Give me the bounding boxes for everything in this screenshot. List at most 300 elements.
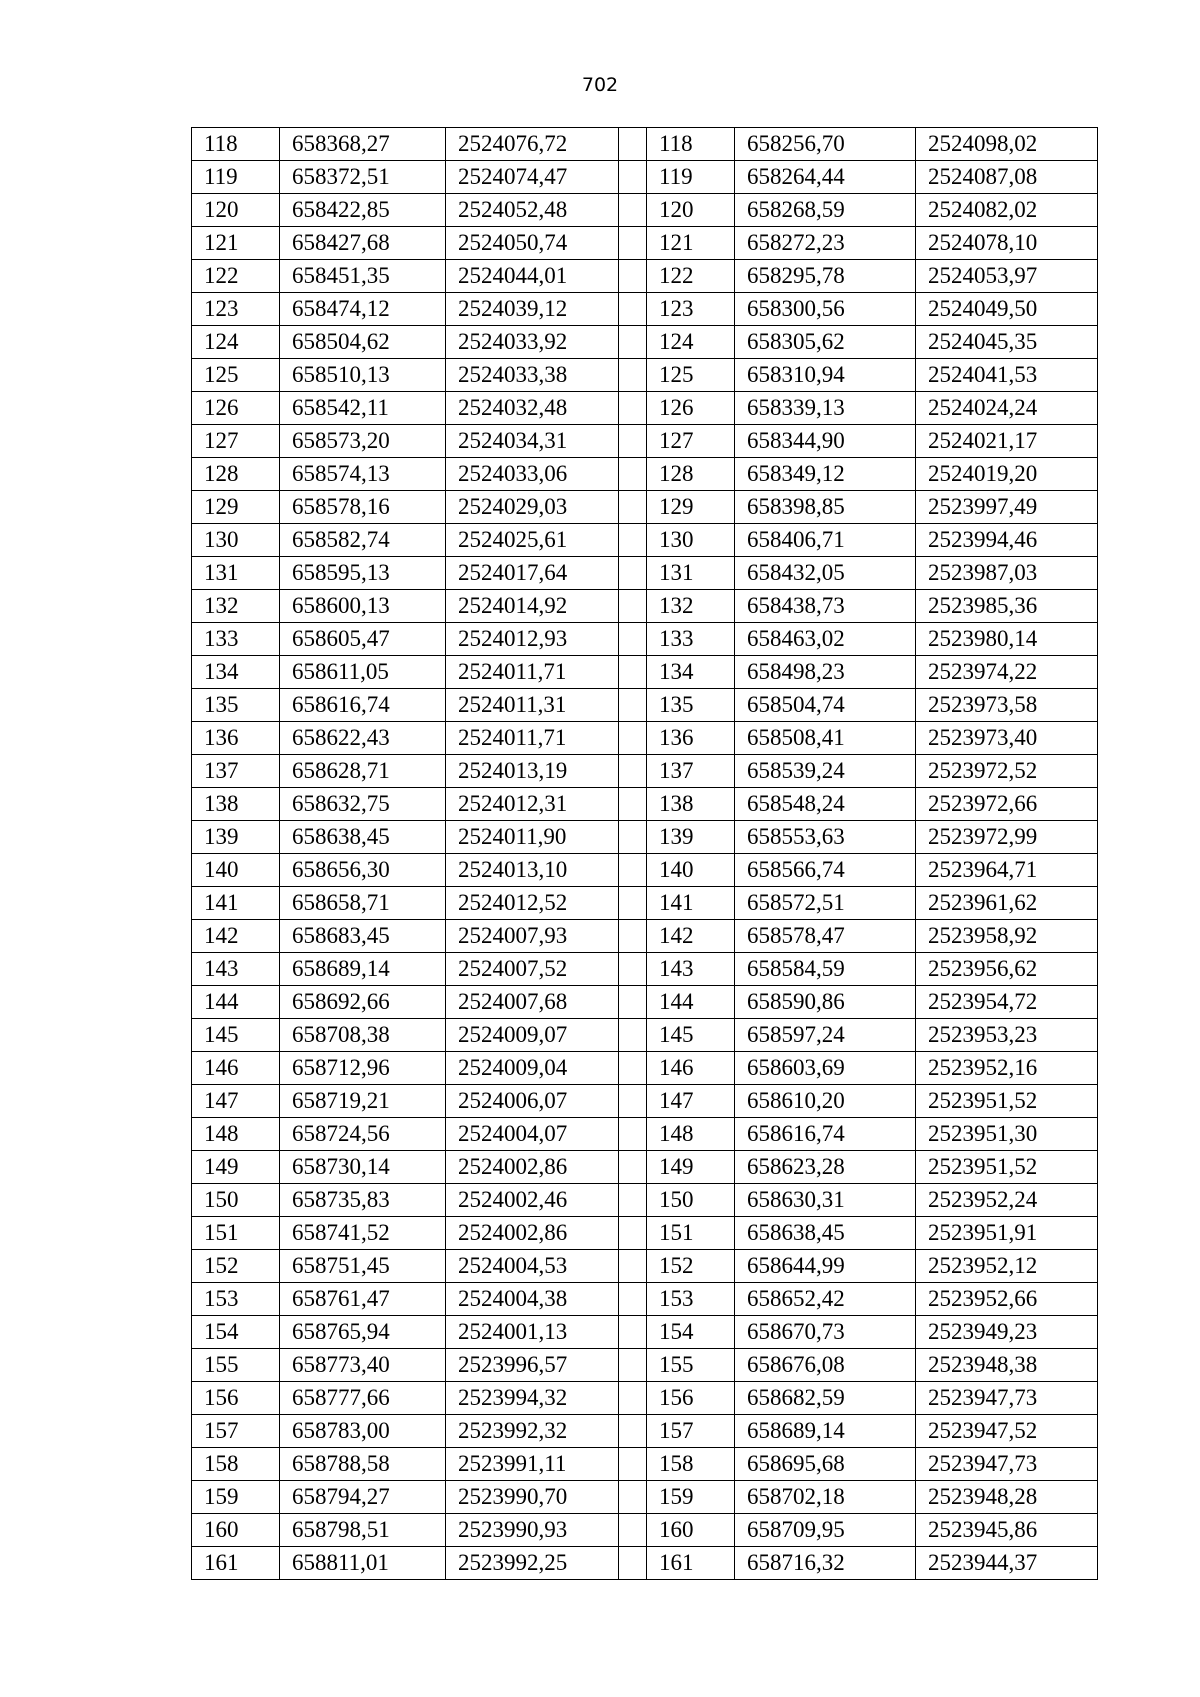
y-coordinate-left: 2524012,93 bbox=[446, 623, 619, 656]
y-coordinate-left: 2523992,32 bbox=[446, 1415, 619, 1448]
x-coordinate-right: 658539,24 bbox=[735, 755, 916, 788]
point-number-right: 157 bbox=[647, 1415, 735, 1448]
point-number-left: 141 bbox=[192, 887, 280, 920]
y-coordinate-right: 2523952,12 bbox=[916, 1250, 1098, 1283]
x-coordinate-left: 658368,27 bbox=[280, 128, 446, 161]
table-row bbox=[192, 1481, 1098, 1514]
x-coordinate-right: 658616,74 bbox=[735, 1118, 916, 1151]
column-separator bbox=[619, 920, 647, 953]
column-separator bbox=[619, 491, 647, 524]
x-coordinate-right: 658630,31 bbox=[735, 1184, 916, 1217]
x-coordinate-left: 658777,66 bbox=[280, 1382, 446, 1415]
x-coordinate-left: 658474,12 bbox=[280, 293, 446, 326]
point-number-left: 135 bbox=[192, 689, 280, 722]
y-coordinate-right: 2523952,66 bbox=[916, 1283, 1098, 1316]
point-number-right: 138 bbox=[647, 788, 735, 821]
y-coordinate-left: 2523994,32 bbox=[446, 1382, 619, 1415]
y-coordinate-left: 2524001,13 bbox=[446, 1316, 619, 1349]
x-coordinate-right: 658702,18 bbox=[735, 1481, 916, 1514]
point-number-right: 151 bbox=[647, 1217, 735, 1250]
column-separator bbox=[619, 227, 647, 260]
x-coordinate-right: 658603,69 bbox=[735, 1052, 916, 1085]
y-coordinate-right: 2523997,49 bbox=[916, 491, 1098, 524]
y-coordinate-right: 2523947,73 bbox=[916, 1448, 1098, 1481]
x-coordinate-right: 658652,42 bbox=[735, 1283, 916, 1316]
y-coordinate-right: 2523945,86 bbox=[916, 1514, 1098, 1547]
x-coordinate-right: 658295,78 bbox=[735, 260, 916, 293]
table-row bbox=[192, 1118, 1098, 1151]
x-coordinate-right: 658689,14 bbox=[735, 1415, 916, 1448]
y-coordinate-right: 2524049,50 bbox=[916, 293, 1098, 326]
x-coordinate-right: 658349,12 bbox=[735, 458, 916, 491]
y-coordinate-right: 2523973,40 bbox=[916, 722, 1098, 755]
y-coordinate-left: 2524074,47 bbox=[446, 161, 619, 194]
y-coordinate-left: 2524033,06 bbox=[446, 458, 619, 491]
point-number-left: 126 bbox=[192, 392, 280, 425]
point-number-left: 128 bbox=[192, 458, 280, 491]
x-coordinate-left: 658605,47 bbox=[280, 623, 446, 656]
table-row bbox=[192, 392, 1098, 425]
point-number-right: 146 bbox=[647, 1052, 735, 1085]
point-number-right: 125 bbox=[647, 359, 735, 392]
point-number-left: 120 bbox=[192, 194, 280, 227]
point-number-left: 153 bbox=[192, 1283, 280, 1316]
page-number: 702 bbox=[581, 74, 619, 96]
point-number-left: 143 bbox=[192, 953, 280, 986]
y-coordinate-right: 2524087,08 bbox=[916, 161, 1098, 194]
y-coordinate-right: 2524082,02 bbox=[916, 194, 1098, 227]
point-number-left: 158 bbox=[192, 1448, 280, 1481]
point-number-left: 142 bbox=[192, 920, 280, 953]
x-coordinate-right: 658623,28 bbox=[735, 1151, 916, 1184]
y-coordinate-right: 2523964,71 bbox=[916, 854, 1098, 887]
point-number-left: 144 bbox=[192, 986, 280, 1019]
column-separator bbox=[619, 458, 647, 491]
column-separator bbox=[619, 1448, 647, 1481]
x-coordinate-right: 658590,86 bbox=[735, 986, 916, 1019]
table-row bbox=[192, 1349, 1098, 1382]
point-number-right: 154 bbox=[647, 1316, 735, 1349]
x-coordinate-right: 658406,71 bbox=[735, 524, 916, 557]
x-coordinate-left: 658712,96 bbox=[280, 1052, 446, 1085]
column-separator bbox=[619, 1415, 647, 1448]
x-coordinate-left: 658628,71 bbox=[280, 755, 446, 788]
x-coordinate-left: 658751,45 bbox=[280, 1250, 446, 1283]
point-number-right: 122 bbox=[647, 260, 735, 293]
table-row bbox=[192, 722, 1098, 755]
point-number-right: 131 bbox=[647, 557, 735, 590]
table-row bbox=[192, 953, 1098, 986]
y-coordinate-left: 2524007,68 bbox=[446, 986, 619, 1019]
x-coordinate-left: 658730,14 bbox=[280, 1151, 446, 1184]
y-coordinate-right: 2524024,24 bbox=[916, 392, 1098, 425]
y-coordinate-right: 2523952,16 bbox=[916, 1052, 1098, 1085]
point-number-left: 130 bbox=[192, 524, 280, 557]
table-row bbox=[192, 1415, 1098, 1448]
table-row bbox=[192, 359, 1098, 392]
table-row bbox=[192, 491, 1098, 524]
x-coordinate-left: 658582,74 bbox=[280, 524, 446, 557]
table-row bbox=[192, 458, 1098, 491]
x-coordinate-right: 658597,24 bbox=[735, 1019, 916, 1052]
y-coordinate-right: 2523951,52 bbox=[916, 1085, 1098, 1118]
point-number-left: 127 bbox=[192, 425, 280, 458]
y-coordinate-left: 2523991,11 bbox=[446, 1448, 619, 1481]
point-number-left: 147 bbox=[192, 1085, 280, 1118]
x-coordinate-left: 658451,35 bbox=[280, 260, 446, 293]
x-coordinate-right: 658504,74 bbox=[735, 689, 916, 722]
point-number-left: 138 bbox=[192, 788, 280, 821]
x-coordinate-left: 658741,52 bbox=[280, 1217, 446, 1250]
x-coordinate-right: 658498,23 bbox=[735, 656, 916, 689]
point-number-right: 140 bbox=[647, 854, 735, 887]
x-coordinate-right: 658398,85 bbox=[735, 491, 916, 524]
y-coordinate-left: 2524029,03 bbox=[446, 491, 619, 524]
x-coordinate-left: 658542,11 bbox=[280, 392, 446, 425]
x-coordinate-left: 658574,13 bbox=[280, 458, 446, 491]
column-separator bbox=[619, 128, 647, 161]
y-coordinate-left: 2524034,31 bbox=[446, 425, 619, 458]
column-separator bbox=[619, 854, 647, 887]
column-separator bbox=[619, 1184, 647, 1217]
column-separator bbox=[619, 1547, 647, 1580]
y-coordinate-left: 2523990,93 bbox=[446, 1514, 619, 1547]
x-coordinate-right: 658256,70 bbox=[735, 128, 916, 161]
x-coordinate-right: 658638,45 bbox=[735, 1217, 916, 1250]
table-row bbox=[192, 227, 1098, 260]
point-number-right: 149 bbox=[647, 1151, 735, 1184]
x-coordinate-left: 658600,13 bbox=[280, 590, 446, 623]
table-row bbox=[192, 590, 1098, 623]
y-coordinate-right: 2524053,97 bbox=[916, 260, 1098, 293]
table-row bbox=[192, 788, 1098, 821]
table-row bbox=[192, 1547, 1098, 1580]
point-number-right: 134 bbox=[647, 656, 735, 689]
y-coordinate-right: 2523953,23 bbox=[916, 1019, 1098, 1052]
point-number-left: 161 bbox=[192, 1547, 280, 1580]
coordinates-table bbox=[191, 127, 1098, 1580]
y-coordinate-right: 2524019,20 bbox=[916, 458, 1098, 491]
x-coordinate-left: 658788,58 bbox=[280, 1448, 446, 1481]
column-separator bbox=[619, 722, 647, 755]
y-coordinate-right: 2523958,92 bbox=[916, 920, 1098, 953]
point-number-left: 160 bbox=[192, 1514, 280, 1547]
point-number-right: 156 bbox=[647, 1382, 735, 1415]
y-coordinate-left: 2524007,93 bbox=[446, 920, 619, 953]
x-coordinate-right: 658676,08 bbox=[735, 1349, 916, 1382]
column-separator bbox=[619, 326, 647, 359]
point-number-left: 155 bbox=[192, 1349, 280, 1382]
x-coordinate-left: 658510,13 bbox=[280, 359, 446, 392]
column-separator bbox=[619, 689, 647, 722]
point-number-left: 136 bbox=[192, 722, 280, 755]
column-separator bbox=[619, 392, 647, 425]
point-number-left: 125 bbox=[192, 359, 280, 392]
x-coordinate-right: 658463,02 bbox=[735, 623, 916, 656]
y-coordinate-right: 2523972,66 bbox=[916, 788, 1098, 821]
y-coordinate-right: 2524098,02 bbox=[916, 128, 1098, 161]
x-coordinate-left: 658765,94 bbox=[280, 1316, 446, 1349]
table-row bbox=[192, 1316, 1098, 1349]
x-coordinate-left: 658616,74 bbox=[280, 689, 446, 722]
x-coordinate-left: 658632,75 bbox=[280, 788, 446, 821]
column-separator bbox=[619, 1085, 647, 1118]
column-separator bbox=[619, 656, 647, 689]
table-row bbox=[192, 1151, 1098, 1184]
table-row bbox=[192, 194, 1098, 227]
y-coordinate-right: 2523944,37 bbox=[916, 1547, 1098, 1580]
table-row bbox=[192, 821, 1098, 854]
y-coordinate-right: 2523954,72 bbox=[916, 986, 1098, 1019]
x-coordinate-left: 658611,05 bbox=[280, 656, 446, 689]
y-coordinate-right: 2523980,14 bbox=[916, 623, 1098, 656]
y-coordinate-left: 2524017,64 bbox=[446, 557, 619, 590]
x-coordinate-left: 658372,51 bbox=[280, 161, 446, 194]
point-number-right: 121 bbox=[647, 227, 735, 260]
x-coordinate-left: 658761,47 bbox=[280, 1283, 446, 1316]
point-number-left: 139 bbox=[192, 821, 280, 854]
y-coordinate-left: 2524011,90 bbox=[446, 821, 619, 854]
table-row bbox=[192, 689, 1098, 722]
table-row bbox=[192, 986, 1098, 1019]
column-separator bbox=[619, 1052, 647, 1085]
column-separator bbox=[619, 1283, 647, 1316]
point-number-right: 142 bbox=[647, 920, 735, 953]
x-coordinate-right: 658610,20 bbox=[735, 1085, 916, 1118]
point-number-right: 145 bbox=[647, 1019, 735, 1052]
point-number-right: 137 bbox=[647, 755, 735, 788]
column-separator bbox=[619, 1349, 647, 1382]
x-coordinate-left: 658422,85 bbox=[280, 194, 446, 227]
column-separator bbox=[619, 1250, 647, 1283]
point-number-left: 150 bbox=[192, 1184, 280, 1217]
x-coordinate-right: 658339,13 bbox=[735, 392, 916, 425]
point-number-left: 122 bbox=[192, 260, 280, 293]
column-separator bbox=[619, 1019, 647, 1052]
table-row bbox=[192, 1052, 1098, 1085]
table-row bbox=[192, 326, 1098, 359]
y-coordinate-left: 2524076,72 bbox=[446, 128, 619, 161]
x-coordinate-left: 658692,66 bbox=[280, 986, 446, 1019]
x-coordinate-right: 658584,59 bbox=[735, 953, 916, 986]
x-coordinate-right: 658716,32 bbox=[735, 1547, 916, 1580]
table-row bbox=[192, 161, 1098, 194]
point-number-left: 159 bbox=[192, 1481, 280, 1514]
column-separator bbox=[619, 821, 647, 854]
column-separator bbox=[619, 194, 647, 227]
column-separator bbox=[619, 524, 647, 557]
table-row bbox=[192, 1019, 1098, 1052]
table-row bbox=[192, 260, 1098, 293]
point-number-left: 156 bbox=[192, 1382, 280, 1415]
y-coordinate-left: 2524002,46 bbox=[446, 1184, 619, 1217]
table-row bbox=[192, 557, 1098, 590]
point-number-left: 151 bbox=[192, 1217, 280, 1250]
x-coordinate-right: 658572,51 bbox=[735, 887, 916, 920]
y-coordinate-left: 2524044,01 bbox=[446, 260, 619, 293]
table-row bbox=[192, 920, 1098, 953]
x-coordinate-right: 658432,05 bbox=[735, 557, 916, 590]
point-number-left: 132 bbox=[192, 590, 280, 623]
x-coordinate-right: 658310,94 bbox=[735, 359, 916, 392]
point-number-left: 121 bbox=[192, 227, 280, 260]
column-separator bbox=[619, 425, 647, 458]
x-coordinate-left: 658638,45 bbox=[280, 821, 446, 854]
y-coordinate-left: 2524013,19 bbox=[446, 755, 619, 788]
point-number-right: 130 bbox=[647, 524, 735, 557]
y-coordinate-left: 2523996,57 bbox=[446, 1349, 619, 1382]
table-row bbox=[192, 1085, 1098, 1118]
y-coordinate-left: 2524011,31 bbox=[446, 689, 619, 722]
y-coordinate-right: 2523994,46 bbox=[916, 524, 1098, 557]
y-coordinate-left: 2524033,92 bbox=[446, 326, 619, 359]
point-number-right: 127 bbox=[647, 425, 735, 458]
point-number-left: 129 bbox=[192, 491, 280, 524]
y-coordinate-right: 2523972,52 bbox=[916, 755, 1098, 788]
y-coordinate-left: 2523992,25 bbox=[446, 1547, 619, 1580]
table-row bbox=[192, 1250, 1098, 1283]
point-number-right: 126 bbox=[647, 392, 735, 425]
y-coordinate-right: 2523974,22 bbox=[916, 656, 1098, 689]
y-coordinate-right: 2523947,73 bbox=[916, 1382, 1098, 1415]
x-coordinate-right: 658670,73 bbox=[735, 1316, 916, 1349]
point-number-right: 141 bbox=[647, 887, 735, 920]
column-separator bbox=[619, 1514, 647, 1547]
x-coordinate-left: 658656,30 bbox=[280, 854, 446, 887]
table-row bbox=[192, 887, 1098, 920]
y-coordinate-left: 2524014,92 bbox=[446, 590, 619, 623]
point-number-left: 124 bbox=[192, 326, 280, 359]
x-coordinate-left: 658578,16 bbox=[280, 491, 446, 524]
table-row bbox=[192, 1217, 1098, 1250]
column-separator bbox=[619, 788, 647, 821]
y-coordinate-left: 2524012,52 bbox=[446, 887, 619, 920]
point-number-right: 123 bbox=[647, 293, 735, 326]
x-coordinate-right: 658300,56 bbox=[735, 293, 916, 326]
table-row bbox=[192, 425, 1098, 458]
x-coordinate-left: 658773,40 bbox=[280, 1349, 446, 1382]
x-coordinate-left: 658658,71 bbox=[280, 887, 446, 920]
column-separator bbox=[619, 1151, 647, 1184]
point-number-right: 128 bbox=[647, 458, 735, 491]
y-coordinate-right: 2523985,36 bbox=[916, 590, 1098, 623]
point-number-left: 119 bbox=[192, 161, 280, 194]
x-coordinate-right: 658553,63 bbox=[735, 821, 916, 854]
column-separator bbox=[619, 161, 647, 194]
point-number-right: 159 bbox=[647, 1481, 735, 1514]
y-coordinate-right: 2523972,99 bbox=[916, 821, 1098, 854]
point-number-left: 137 bbox=[192, 755, 280, 788]
x-coordinate-right: 658344,90 bbox=[735, 425, 916, 458]
x-coordinate-right: 658305,62 bbox=[735, 326, 916, 359]
y-coordinate-right: 2523951,52 bbox=[916, 1151, 1098, 1184]
column-separator bbox=[619, 590, 647, 623]
y-coordinate-right: 2524021,17 bbox=[916, 425, 1098, 458]
coordinates-table-body bbox=[192, 128, 1098, 1580]
x-coordinate-left: 658595,13 bbox=[280, 557, 446, 590]
y-coordinate-left: 2523990,70 bbox=[446, 1481, 619, 1514]
point-number-right: 139 bbox=[647, 821, 735, 854]
table-row bbox=[192, 1514, 1098, 1547]
y-coordinate-left: 2524025,61 bbox=[446, 524, 619, 557]
x-coordinate-left: 658811,01 bbox=[280, 1547, 446, 1580]
point-number-right: 148 bbox=[647, 1118, 735, 1151]
column-separator bbox=[619, 755, 647, 788]
y-coordinate-right: 2523951,91 bbox=[916, 1217, 1098, 1250]
column-separator bbox=[619, 1481, 647, 1514]
x-coordinate-right: 658272,23 bbox=[735, 227, 916, 260]
y-coordinate-right: 2524041,53 bbox=[916, 359, 1098, 392]
x-coordinate-left: 658719,21 bbox=[280, 1085, 446, 1118]
table-row bbox=[192, 623, 1098, 656]
column-separator bbox=[619, 1118, 647, 1151]
y-coordinate-right: 2523973,58 bbox=[916, 689, 1098, 722]
point-number-left: 145 bbox=[192, 1019, 280, 1052]
y-coordinate-left: 2524039,12 bbox=[446, 293, 619, 326]
x-coordinate-right: 658264,44 bbox=[735, 161, 916, 194]
y-coordinate-left: 2524002,86 bbox=[446, 1151, 619, 1184]
y-coordinate-left: 2524006,07 bbox=[446, 1085, 619, 1118]
y-coordinate-right: 2523956,62 bbox=[916, 953, 1098, 986]
x-coordinate-left: 658427,68 bbox=[280, 227, 446, 260]
column-separator bbox=[619, 557, 647, 590]
point-number-left: 134 bbox=[192, 656, 280, 689]
point-number-left: 157 bbox=[192, 1415, 280, 1448]
column-separator bbox=[619, 1316, 647, 1349]
point-number-left: 140 bbox=[192, 854, 280, 887]
x-coordinate-left: 658794,27 bbox=[280, 1481, 446, 1514]
y-coordinate-right: 2523948,28 bbox=[916, 1481, 1098, 1514]
x-coordinate-left: 658735,83 bbox=[280, 1184, 446, 1217]
x-coordinate-right: 658548,24 bbox=[735, 788, 916, 821]
y-coordinate-left: 2524007,52 bbox=[446, 953, 619, 986]
column-separator bbox=[619, 623, 647, 656]
y-coordinate-left: 2524004,38 bbox=[446, 1283, 619, 1316]
y-coordinate-right: 2523951,30 bbox=[916, 1118, 1098, 1151]
x-coordinate-right: 658695,68 bbox=[735, 1448, 916, 1481]
point-number-right: 160 bbox=[647, 1514, 735, 1547]
x-coordinate-left: 658504,62 bbox=[280, 326, 446, 359]
x-coordinate-right: 658566,74 bbox=[735, 854, 916, 887]
point-number-right: 147 bbox=[647, 1085, 735, 1118]
y-coordinate-right: 2523952,24 bbox=[916, 1184, 1098, 1217]
x-coordinate-left: 658724,56 bbox=[280, 1118, 446, 1151]
y-coordinate-left: 2524033,38 bbox=[446, 359, 619, 392]
x-coordinate-left: 658573,20 bbox=[280, 425, 446, 458]
point-number-left: 131 bbox=[192, 557, 280, 590]
point-number-right: 124 bbox=[647, 326, 735, 359]
column-separator bbox=[619, 887, 647, 920]
point-number-right: 143 bbox=[647, 953, 735, 986]
x-coordinate-left: 658689,14 bbox=[280, 953, 446, 986]
y-coordinate-left: 2524012,31 bbox=[446, 788, 619, 821]
point-number-right: 144 bbox=[647, 986, 735, 1019]
point-number-left: 118 bbox=[192, 128, 280, 161]
table-row bbox=[192, 1448, 1098, 1481]
point-number-right: 155 bbox=[647, 1349, 735, 1382]
x-coordinate-left: 658622,43 bbox=[280, 722, 446, 755]
y-coordinate-left: 2524052,48 bbox=[446, 194, 619, 227]
table-row bbox=[192, 755, 1098, 788]
y-coordinate-left: 2524011,71 bbox=[446, 656, 619, 689]
point-number-right: 136 bbox=[647, 722, 735, 755]
y-coordinate-left: 2524032,48 bbox=[446, 392, 619, 425]
x-coordinate-right: 658268,59 bbox=[735, 194, 916, 227]
y-coordinate-left: 2524009,04 bbox=[446, 1052, 619, 1085]
table-row bbox=[192, 293, 1098, 326]
x-coordinate-right: 658578,47 bbox=[735, 920, 916, 953]
column-separator bbox=[619, 1217, 647, 1250]
